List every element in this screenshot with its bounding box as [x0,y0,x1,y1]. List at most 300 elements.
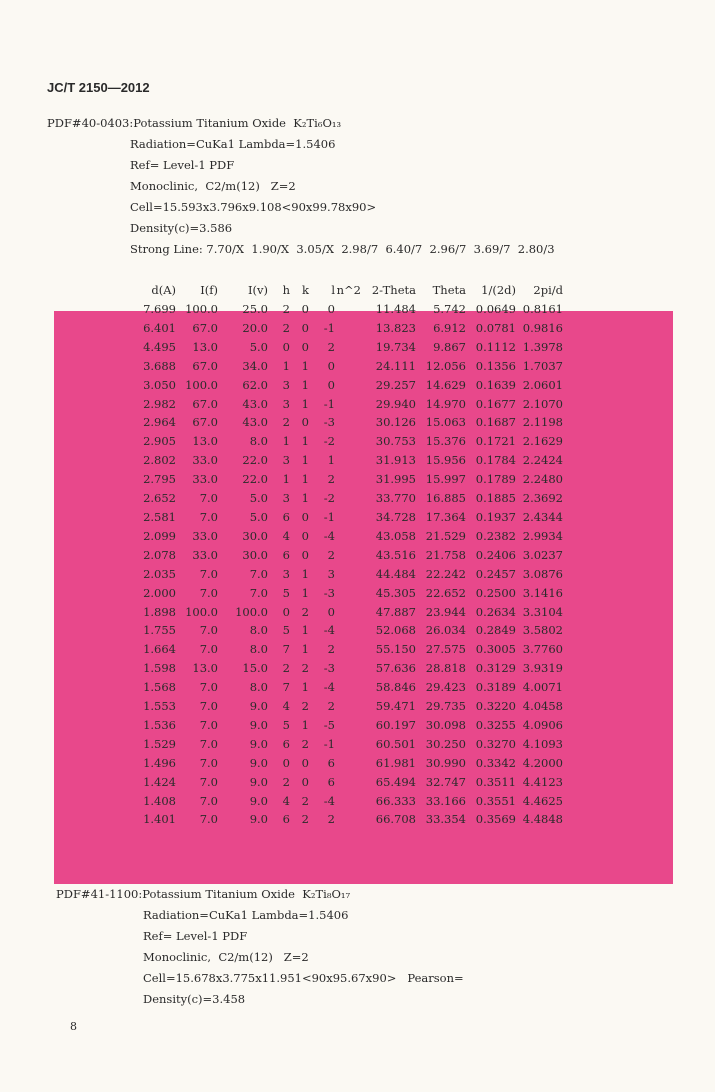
table-cell: 23.944 [425,604,466,619]
table-cell: 9.0 [249,793,268,808]
table-cell [335,413,361,432]
table-cell: 0.3220 [475,699,516,714]
table-row [130,300,563,319]
table-cell: 4.0906 [522,717,563,732]
table-cell: 22.0 [242,453,268,468]
table-cell [335,792,361,811]
table-cell: 4.495 [143,339,176,354]
table-cell: 60.197 [375,717,416,732]
table-cell [335,565,361,584]
table-cell: 16.885 [425,491,466,506]
table-cell: 1.664 [143,642,176,657]
entry2-ref: Ref= Level-1 PDF [143,929,248,943]
table-cell: 0.3005 [475,642,516,657]
entry1-density: Density(c)=3.586 [130,221,233,235]
col-theta: Theta [432,283,466,298]
table-cell: 3.0237 [522,547,563,562]
table-cell: 0.0649 [475,302,516,316]
table-cell: 1.401 [143,812,176,827]
table-cell: 8.0 [249,642,268,657]
table-cell: 33.0 [192,547,218,562]
table-cell: -1 [323,509,335,524]
table-cell: 2.1198 [522,415,563,430]
table-cell: 3.688 [143,358,176,373]
table-cell: 0.2849 [475,623,516,638]
table-cell: 6.912 [433,320,466,335]
table-row [130,810,563,829]
table-cell: 29.940 [375,396,416,411]
table-cell: 100.0 [235,604,268,619]
table-row [130,621,563,640]
table-row [130,338,563,357]
table-row [130,546,563,565]
table-cell: 2.982 [143,396,176,411]
table-cell: 6 [282,736,290,751]
table-cell: 15.997 [425,472,466,487]
table-cell: 5 [282,717,290,732]
table-cell: 15.063 [425,415,466,430]
table-cell: 7.0 [199,774,218,789]
table-cell: 66.333 [375,793,416,808]
table-cell: 0 [301,339,309,354]
table-cell: 9.0 [249,717,268,732]
table-cell: -4 [323,680,335,695]
table-cell: 6 [282,812,290,827]
table-cell: 22.242 [425,566,466,581]
table-cell: 0.1885 [475,491,516,506]
table-row [130,565,563,584]
table-cell: 1.755 [143,623,176,638]
col-inv2d: 1/(2d) [481,283,516,298]
table-cell [335,659,361,678]
table-row [130,697,563,716]
table-cell: 1 [301,680,309,695]
table-cell: 61.981 [375,755,416,770]
table-cell: 7 [282,642,290,657]
table-cell: 1.598 [143,661,176,676]
table-row [130,735,563,754]
col-2theta: 2-Theta [371,283,416,298]
table-cell: 0.1937 [475,509,516,524]
table-row [130,432,563,451]
table-cell: 2.802 [143,453,176,468]
table-cell: 3 [282,396,290,411]
table-cell: 2.9934 [522,528,563,543]
table-cell: 7.0 [199,793,218,808]
table-cell: 0.2406 [475,547,516,562]
table-cell: 0.1789 [475,472,516,487]
table-cell: 2.581 [143,509,176,524]
table-cell: 0.3129 [475,661,516,676]
table-cell: 13.0 [192,339,218,354]
table-cell: 0.3511 [475,774,516,789]
table-cell: 29.257 [375,377,416,392]
table-cell: 13.0 [192,661,218,676]
table-cell: 0.3342 [475,755,516,770]
table-cell: 24.111 [375,358,416,373]
table-cell [335,508,361,527]
table-cell: 4 [282,699,290,714]
table-cell: 52.068 [375,623,416,638]
entry2-cell: Cell=15.678x3.775x11.951<90x95.67x90> Pearson= [143,971,464,985]
table-cell: 9.0 [249,699,268,714]
table-cell: 67.0 [192,358,218,373]
table-cell: 2 [327,547,335,562]
table-cell: 0.1721 [475,434,516,449]
table-cell: 0 [327,377,335,392]
table-cell: 33.166 [425,793,466,808]
table-cell: 60.501 [375,736,416,751]
table-cell [335,697,361,716]
table-cell: 7.0 [199,812,218,827]
table-cell: 1.529 [143,736,176,751]
table-cell: 1.568 [143,680,176,695]
table-cell: 67.0 [192,320,218,335]
table-cell: 7.0 [199,585,218,600]
table-cell: 32.747 [425,774,466,789]
table-cell: 47.887 [375,604,416,619]
table-cell: 1.496 [143,755,176,770]
table-cell: 1 [327,453,335,468]
table-cell: 3 [282,453,290,468]
table-cell: 3.1416 [522,585,563,600]
table-row [130,357,563,376]
table-cell: 1 [301,358,309,373]
table-cell: 7.0 [199,699,218,714]
table-cell: 0.3551 [475,793,516,808]
peak-table-header [130,281,563,300]
standard-header: JC/T 2150—2012 [47,80,150,95]
table-cell: 4.4625 [522,793,563,808]
table-cell: -2 [323,491,335,506]
table-cell: 67.0 [192,415,218,430]
table-cell: 44.484 [375,566,416,581]
table-row [130,792,563,811]
table-cell: 1 [282,472,290,487]
table-row [130,773,563,792]
table-cell: 43.0 [242,396,268,411]
table-row [130,678,563,697]
table-cell: 2 [327,472,335,487]
table-cell: 5 [282,623,290,638]
table-cell [335,603,361,622]
table-cell: 2 [301,604,309,619]
table-cell: 13.823 [375,320,416,335]
table-cell: 0.1687 [475,415,516,430]
table-cell: 0 [327,302,335,316]
table-cell [335,319,361,338]
col-k: k [302,283,309,298]
table-cell: 6 [282,547,290,562]
table-cell [335,300,361,319]
table-cell: 1 [301,642,309,657]
table-cell: 22.0 [242,472,268,487]
table-cell: 0.3270 [475,736,516,751]
table-cell: 3.3104 [522,604,563,619]
table-cell: 2.2480 [522,472,563,487]
table-row [130,470,563,489]
table-cell: 2 [327,339,335,354]
table-cell [335,376,361,395]
table-cell: -1 [323,736,335,751]
table-cell: 0 [282,339,290,354]
table-cell: 8.0 [249,434,268,449]
table-cell: 43.0 [242,415,268,430]
table-cell: 0 [301,528,309,543]
table-cell: 0 [301,755,309,770]
table-cell: 2 [282,320,290,335]
table-row [130,395,563,414]
table-cell: 33.770 [375,491,416,506]
table-cell [335,773,361,792]
table-cell: 2 [282,302,290,316]
table-cell: 0 [282,755,290,770]
table-cell: 7.0 [199,623,218,638]
table-cell [335,754,361,773]
table-cell: 59.471 [375,699,416,714]
table-cell: 31.995 [375,472,416,487]
table-cell: 1 [301,453,309,468]
table-cell: -2 [323,434,335,449]
table-cell: 14.970 [425,396,466,411]
table-cell: 2.795 [143,472,176,487]
table-cell: 43.516 [375,547,416,562]
table-cell: 2 [301,699,309,714]
table-cell: 0 [301,509,309,524]
entry2-radiation: Radiation=CuKa1 Lambda=1.5406 [143,908,349,922]
col-if: I(f) [200,283,218,298]
table-cell: 2.964 [143,415,176,430]
table-cell: 1.898 [143,604,176,619]
table-cell: 7.0 [249,566,268,581]
table-row [130,640,563,659]
table-cell: -3 [323,415,335,430]
table-cell: 1.424 [143,774,176,789]
table-cell: -4 [323,793,335,808]
table-cell: 1 [301,472,309,487]
table-cell: 2.000 [143,585,176,600]
col-iv: I(v) [247,283,268,298]
table-cell: 0.1639 [475,377,516,392]
table-cell: 15.0 [242,661,268,676]
table-cell: 4 [282,528,290,543]
table-cell: 4 [282,793,290,808]
table-cell [335,584,361,603]
table-cell: 27.575 [425,642,466,657]
entry1-ref: Ref= Level-1 PDF [130,158,235,172]
table-cell: 0.2500 [475,585,516,600]
table-cell: 7.0 [199,566,218,581]
table-cell: 30.0 [242,547,268,562]
table-cell: 0.2382 [475,528,516,543]
table-cell: 5.742 [433,302,466,316]
table-cell: 7.0 [199,642,218,657]
table-cell: 3.0876 [522,566,563,581]
table-cell: 33.0 [192,472,218,487]
table-cell: 21.758 [425,547,466,562]
table-cell: 17.364 [425,509,466,524]
table-row [130,489,563,508]
table-cell: -3 [323,585,335,600]
entry1-crystal: Monoclinic, C2/m(12) Z=2 [130,179,296,193]
table-cell: 7.0 [199,736,218,751]
table-cell: 0 [301,415,309,430]
table-row [130,527,563,546]
table-cell: 7.0 [249,585,268,600]
table-cell [335,716,361,735]
table-cell: 8.0 [249,680,268,695]
table-cell: 3 [282,377,290,392]
table-cell: 30.250 [425,736,466,751]
entry2-density: Density(c)=3.458 [143,992,246,1006]
table-cell: 55.150 [375,642,416,657]
table-cell: 2.905 [143,434,176,449]
table-cell [335,546,361,565]
table-cell: 58.846 [375,680,416,695]
table-cell: 9.0 [249,755,268,770]
table-cell: 30.0 [242,528,268,543]
table-cell: -4 [323,528,335,543]
table-cell: 15.956 [425,453,466,468]
table-cell: 0.9816 [522,320,563,335]
table-cell: 4.0071 [522,680,563,695]
table-cell: 14.629 [425,377,466,392]
table-cell: 13.0 [192,434,218,449]
table-cell: 5.0 [249,339,268,354]
table-cell: 2.099 [143,528,176,543]
table-cell [335,640,361,659]
table-cell: 2 [327,642,335,657]
table-cell: 7.0 [199,491,218,506]
table-cell: 2.3692 [522,491,563,506]
table-cell: 1.536 [143,717,176,732]
table-cell: 0.2634 [475,604,516,619]
table-row [130,413,563,432]
table-cell: 4.0458 [522,699,563,714]
table-cell: 6.401 [143,320,176,335]
table-cell: 22.652 [425,585,466,600]
table-cell: 20.0 [242,320,268,335]
table-cell: 0.1784 [475,453,516,468]
table-cell: 43.058 [375,528,416,543]
table-cell: 2.1629 [522,434,563,449]
table-cell [335,810,361,829]
table-cell: 45.305 [375,585,416,600]
table-cell: 0 [301,774,309,789]
table-cell: 29.423 [425,680,466,695]
table-cell: -5 [323,717,335,732]
table-cell: 1.553 [143,699,176,714]
entry1-radiation: Radiation=CuKa1 Lambda=1.5406 [130,137,336,151]
table-cell: 2.035 [143,566,176,581]
table-cell [335,735,361,754]
table-cell: 4.4848 [522,812,563,827]
table-cell: 2 [301,793,309,808]
table-cell: -3 [323,661,335,676]
page-number: 8 [70,1020,77,1033]
table-cell: 33.0 [192,528,218,543]
table-cell: 26.034 [425,623,466,638]
col-n2: n^2 [336,283,361,298]
table-cell: -4 [323,623,335,638]
table-cell: 3.5802 [522,623,563,638]
table-cell: 7 [282,680,290,695]
table-cell: 1 [301,434,309,449]
table-cell: 100.0 [185,377,218,392]
table-cell: 62.0 [242,377,268,392]
table-row [130,754,563,773]
table-cell: 9.0 [249,736,268,751]
table-cell: 2 [301,736,309,751]
table-cell: 66.708 [375,812,416,827]
table-cell: 0.3255 [475,717,516,732]
col-h: h [282,283,290,298]
table-row [130,451,563,470]
table-cell: 6 [327,755,335,770]
table-cell: 7.0 [199,509,218,524]
table-cell: 28.818 [425,661,466,676]
table-cell: 12.056 [425,358,466,373]
table-cell: 3 [282,566,290,581]
table-cell: 3.7760 [522,642,563,657]
table-cell: 1 [301,377,309,392]
table-cell [335,395,361,414]
table-cell: 4.1093 [522,736,563,751]
table-row [130,584,563,603]
table-cell: 33.0 [192,453,218,468]
table-cell: 2 [282,661,290,676]
table-cell: 34.0 [242,358,268,373]
table-cell: 30.126 [375,415,416,430]
table-row [130,716,563,735]
table-cell: 9.0 [249,774,268,789]
table-cell [335,678,361,697]
table-cell: 21.529 [425,528,466,543]
peak-table [130,281,563,829]
table-cell: 1 [282,358,290,373]
table-cell: 3.050 [143,377,176,392]
table-cell: 0.1677 [475,396,516,411]
table-cell: 30.753 [375,434,416,449]
table-cell [335,470,361,489]
table-cell [335,432,361,451]
table-cell: 2.0601 [522,377,563,392]
table-cell: 3.9319 [522,661,563,676]
table-cell: 100.0 [185,302,218,316]
table-cell: 3 [282,491,290,506]
table-cell [335,451,361,470]
table-cell: 0.3569 [475,812,516,827]
table-cell: 2 [301,812,309,827]
table-cell [335,621,361,640]
table-cell: 1.7037 [522,358,563,373]
table-cell: 1 [301,585,309,600]
table-cell: 9.867 [433,339,466,354]
table-cell: 6 [327,774,335,789]
table-cell [335,489,361,508]
table-cell: 5.0 [249,509,268,524]
table-cell: 0 [301,320,309,335]
table-cell: 67.0 [192,396,218,411]
table-cell: 6 [282,509,290,524]
table-cell: 0 [327,358,335,373]
table-cell: 0.1356 [475,358,516,373]
table-cell: 2.652 [143,491,176,506]
table-cell: 2 [327,812,335,827]
table-cell: 7.0 [199,680,218,695]
table-cell: 5 [282,585,290,600]
entry1-title: PDF#40-0403:Potassium Titanium Oxide K₂Ti₆O₁₃ [47,116,342,130]
